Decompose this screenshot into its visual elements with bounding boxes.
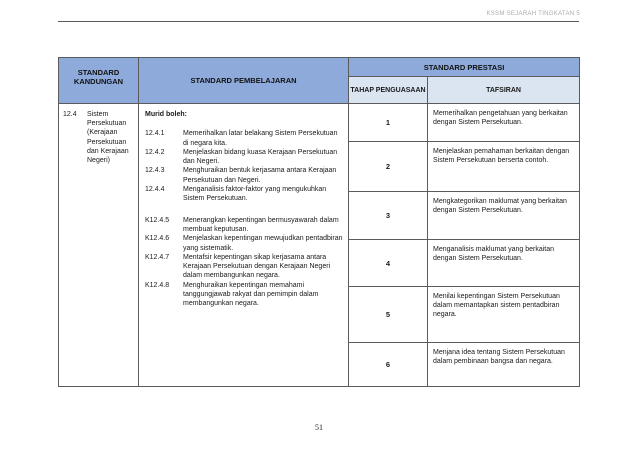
page-number: 51 xyxy=(315,423,323,432)
pembelajaran-item xyxy=(145,216,344,235)
pembelajaran-item-text: Menerangkan kepentingan bermusyawarah dalam membuat keputusan. xyxy=(183,216,339,233)
standard-pembelajaran-cell xyxy=(139,104,349,387)
pembelajaran-item-code: K12.4.7 xyxy=(145,253,170,261)
pembelajaran-item-text: Menghuraikan bentuk kerjasama antara Kerajaan Persekutuan dan Negeri. xyxy=(183,167,337,184)
kandungan-title: Sistem Persekutuan (Kerajaan Persekutuan dan Kerajaan Negeri) xyxy=(87,111,129,165)
header-standard-prestasi: STANDARD PRESTASI xyxy=(349,58,580,77)
pembelajaran-item xyxy=(145,129,344,148)
header-tafsiran: TAFSIRAN xyxy=(428,77,580,104)
tafsiran-text: Mengkategorikan maklumat yang berkaitan dengan Sistem Persekutuan. xyxy=(428,192,580,240)
tafsiran-text: Menjana idea tentang Sistem Persekutuan dalam pembinaan bangsa dan negara. xyxy=(428,343,580,387)
header-tahap-penguasaan: TAHAP PENGUASAAN xyxy=(349,77,428,104)
pembelajaran-item-text: Menjelaskan bidang kuasa Kerajaan Persekutuan dan Negeri. xyxy=(183,148,338,166)
standards-table xyxy=(58,57,580,387)
tahap-level: 1 xyxy=(349,104,428,142)
tafsiran-text: Menjelaskan pemahaman berkaitan dengan Sistem Persekutuan berserta contoh. xyxy=(428,142,580,192)
pembelajaran-item-code: 12.4.3 xyxy=(145,167,165,175)
pembelajaran-item-text: Memerihalkan latar belakang Sistem Persekutuan di negara kita. xyxy=(183,130,338,147)
tahap-level: 4 xyxy=(349,240,428,287)
pembelajaran-item xyxy=(145,148,344,167)
pembelajaran-item-code: K12.4.8 xyxy=(145,281,170,289)
pembelajaran-item xyxy=(145,281,344,309)
tafsiran-text: Menilai kepentingan Sistem Persekutuan dalam memantapkan sistem pentadbiran negara. xyxy=(428,287,580,343)
kandungan-code: 12.4 xyxy=(63,111,77,118)
tahap-level: 5 xyxy=(349,287,428,343)
pembelajaran-item-code: K12.4.5 xyxy=(145,216,170,224)
pembelajaran-item xyxy=(145,253,344,281)
pembelajaran-item-code: K12.4.6 xyxy=(145,235,170,243)
pembelajaran-item-code: 12.4.4 xyxy=(145,186,165,194)
tahap-level: 2 xyxy=(349,142,428,192)
header-standard-pembelajaran: STANDARD PEMBELAJARAN xyxy=(139,58,349,104)
tafsiran-text: Menganalisis maklumat yang berkaitan dengan Sistem Persekutuan. xyxy=(428,240,580,287)
pembelajaran-intro: Murid boleh: xyxy=(145,111,187,118)
header-standard-kandungan: STANDARD KANDUNGAN xyxy=(59,58,139,104)
tafsiran-text: Memerihalkan pengetahuan yang berkaitan dengan Sistem Persekutuan. xyxy=(428,104,580,142)
pembelajaran-item xyxy=(145,166,344,185)
pembelajaran-item-text: Menjelaskan kepentingan mewujudkan pentadbiran yang sistematik. xyxy=(183,235,343,252)
tahap-level: 3 xyxy=(349,192,428,240)
pembelajaran-item-text: Menganalisis faktor-faktor yang mengukuhkan Sistem Persekutuan. xyxy=(183,186,327,203)
pembelajaran-item xyxy=(145,234,344,253)
header-divider xyxy=(58,21,579,22)
pembelajaran-item-code: 12.4.2 xyxy=(145,148,165,156)
standard-kandungan-cell xyxy=(59,104,139,387)
pembelajaran-item-text: Menghuraikan kepentingan memahami tanggungjawab rakyat dan pemimpin dalam membangunkan negara. xyxy=(183,281,319,308)
pembelajaran-item xyxy=(145,185,344,204)
pembelajaran-item-text: Mentafsir kepentingan sikap kerjasama antara Kerajaan Persekutuan dengan Kerajaan Negeri dalam membangunkan negara. xyxy=(183,253,331,280)
tahap-level: 6 xyxy=(349,343,428,387)
pembelajaran-item-code: 12.4.1 xyxy=(145,130,165,138)
document-header-title: KSSM SEJARAH TINGKATAN 5 xyxy=(486,11,580,17)
